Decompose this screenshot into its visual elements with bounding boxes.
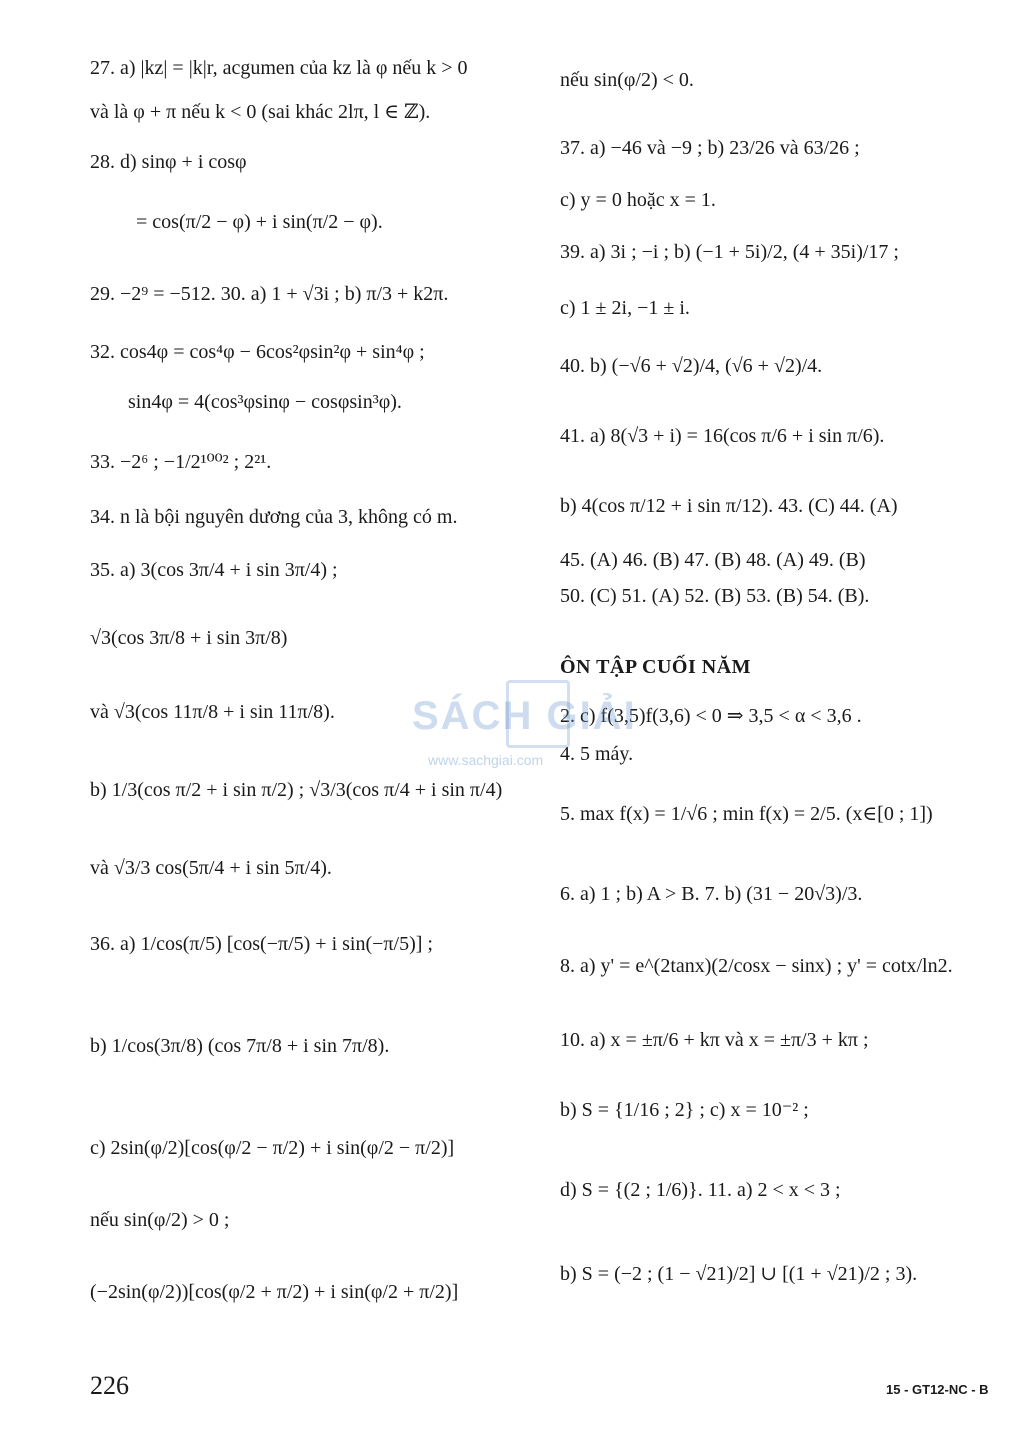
answer-27-line-1: 27. a) |kz| = |k|r, acgumen của kz là φ nếu k > 0 xyxy=(90,57,468,79)
review-10-b: b) S = {1/16 ; 2} ; c) x = 10⁻² ; xyxy=(560,1099,809,1121)
answer-37-a: 37. a) −46 và −9 ; b) 23/26 và 63/26 ; xyxy=(560,137,860,159)
review-11-b: b) S = (−2 ; (1 − √21)/2] ∪ [(1 + √21)/2 ; 3). xyxy=(560,1263,918,1285)
answer-35-a-3: và √3(cos 11π/8 + i sin 11π/8). xyxy=(90,701,335,723)
answer-36-c: c) 2sin(φ/2)[cos(φ/2 − π/2) + i sin(φ/2 − π/2)] xyxy=(90,1137,455,1159)
watermark-url: www.sachgiai.com xyxy=(428,752,544,768)
section-heading: ÔN TẬP CUỐI NĂM xyxy=(560,656,752,678)
answer-41-b: b) 4(cos π/12 + i sin π/12). 43. (C) 44. (A) xyxy=(560,495,898,517)
review-5: 5. max f(x) = 1/√6 ; min f(x) = 2/5. (x∈[0 ; 1]) xyxy=(560,803,933,825)
answer-36-b: b) 1/cos(3π/8) (cos 7π/8 + i sin 7π/8). xyxy=(90,1035,390,1057)
answer-35-a-2: √3(cos 3π/8 + i sin 3π/8) xyxy=(90,627,288,649)
answer-36-c-2: nếu sin(φ/2) > 0 ; xyxy=(90,1209,230,1231)
review-8: 8. a) y' = e^(2tanx)(2/cosx − sinx) ; y' = cotx/ln2. xyxy=(560,955,953,977)
answer-36-c-3: (−2sin(φ/2))[cos(φ/2 + π/2) + i sin(φ/2 + π/2)] xyxy=(90,1281,459,1303)
review-10-d: d) S = {(2 ; 1/6)}. 11. a) 2 < x < 3 ; xyxy=(560,1179,841,1201)
answer-32-line-1: 32. cos4φ = cos⁴φ − 6cos²φsin²φ + sin⁴φ ; xyxy=(90,341,425,363)
answer-35-b: b) 1/3(cos π/2 + i sin π/2) ; √3/3(cos π/4 + i sin π/4) xyxy=(90,779,503,801)
review-10-a: 10. a) x = ±π/6 + kπ và x = ±π/3 + kπ ; xyxy=(560,1029,869,1051)
answer-39-a: 39. a) 3i ; −i ; b) (−1 + 5i)/2, (4 + 35i)/17 ; xyxy=(560,241,899,263)
review-4: 4. 5 máy. xyxy=(560,743,634,765)
answer-28-line-2: = cos(π/2 − φ) + i sin(π/2 − φ). xyxy=(136,211,383,233)
answer-45-49: 45. (A) 46. (B) 47. (B) 48. (A) 49. (B) xyxy=(560,549,866,571)
answer-40: 40. b) (−√6 + √2)/4, (√6 + √2)/4. xyxy=(560,355,823,377)
answer-27-line-2: và là φ + π nếu k < 0 (sai khác 2lπ, l ∈ ℤ). xyxy=(90,101,431,123)
review-6-7: 6. a) 1 ; b) A > B. 7. b) (31 − 20√3)/3. xyxy=(560,883,863,905)
answer-50-54: 50. (C) 51. (A) 52. (B) 53. (B) 54. (B). xyxy=(560,585,870,607)
watermark-title: SÁCH GIẢI xyxy=(412,694,637,738)
answer-29-30: 29. −2⁹ = −512. 30. a) 1 + √3i ; b) π/3 + k2π. xyxy=(90,283,449,305)
answer-36-c-4: nếu sin(φ/2) < 0. xyxy=(560,69,694,91)
answer-33: 33. −2⁶ ; −1/2¹⁰⁰² ; 2²¹. xyxy=(90,451,272,473)
answer-41-a: 41. a) 8(√3 + i) = 16(cos π/6 + i sin π/6). xyxy=(560,425,885,447)
answer-39-c: c) 1 ± 2i, −1 ± i. xyxy=(560,297,690,319)
answer-35-a: 35. a) 3(cos 3π/4 + i sin 3π/4) ; xyxy=(90,559,338,581)
answer-36-a: 36. a) 1/cos(π/5) [cos(−π/5) + i sin(−π/5)] ; xyxy=(90,933,433,955)
answer-35-b-2: và √3/3 cos(5π/4 + i sin 5π/4). xyxy=(90,857,332,879)
page-number: 226 xyxy=(90,1371,129,1400)
answer-28-line-1: 28. d) sinφ + i cosφ xyxy=(90,151,247,173)
review-2: 2. c) f(3,5)f(3,6) < 0 ⇒ 3,5 < α < 3,6 . xyxy=(560,705,862,727)
answer-37-c: c) y = 0 hoặc x = 1. xyxy=(560,189,716,211)
book-code: 15 - GT12-NC - B xyxy=(886,1382,989,1397)
answer-34: 34. n là bội nguyên dương của 3, không có m. xyxy=(90,506,458,528)
answer-32-line-2: sin4φ = 4(cos³φsinφ − cosφsin³φ). xyxy=(128,391,402,413)
